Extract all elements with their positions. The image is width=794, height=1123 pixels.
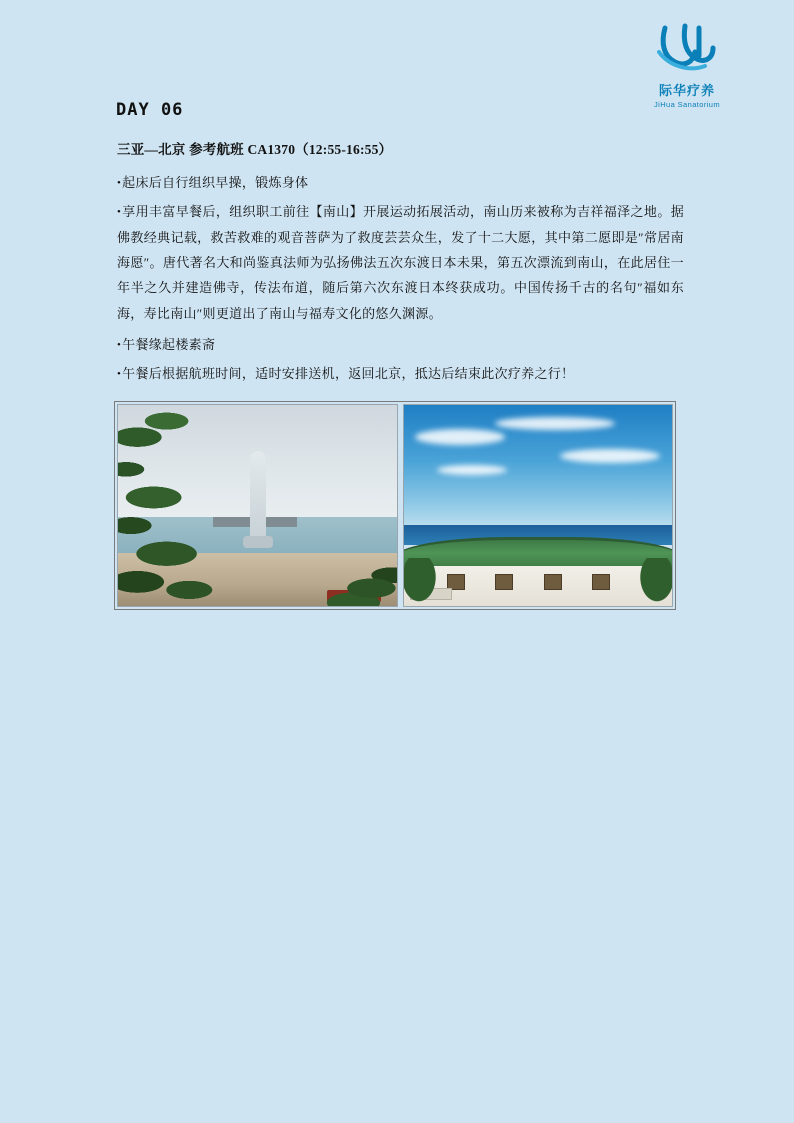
route-and-flight-line: 三亚—北京 参考航班 CA1370（12:55-16:55） — [117, 142, 393, 157]
itinerary-bullet-1 — [117, 170, 684, 195]
nanshan-guanyin-statue-photo — [117, 404, 398, 607]
itinerary-bullet-1-text: 起床后自行组织早操，锻炼身体 — [122, 175, 309, 190]
bullet-marker-icon: • — [117, 206, 122, 219]
document-content — [114, 100, 684, 610]
itinerary-bullet-4 — [117, 361, 684, 386]
itinerary-bullet-4-text: 午餐后根据航班时间，适时安排送机，返回北京，抵达后结束此次疗养之行！ — [122, 366, 575, 382]
photo-cloud — [415, 429, 505, 445]
photo-cloud — [437, 465, 507, 475]
itinerary-bullet-2-text: 享用丰富早餐后，组织职工前往【南山】开展运动拓展活动，南山历来被称为吉祥福泽之地。据佛教经典记载，救苦救难的观音菩萨为了救度芸芸众生，发了十二大愿，其中第二愿即是″常居南海愿″。唐代著名大和尚鉴真法师为弘扬佛法五次东渡日本未果，第五次漂流到南山，在此居住一年半之久并建造佛寺，传法布道，随后第六次东渡日本终获成功。中国传扬千古的名句″福如东海，寿比南山″则更道出了南山与福寿文化的悠久渊源。 — [117, 204, 684, 321]
bullet-marker-icon: • — [117, 339, 122, 352]
photo-tree — [403, 558, 439, 606]
itinerary-bullet-3 — [117, 332, 684, 357]
green-tile-roof-temple-photo — [403, 404, 673, 607]
itinerary-bullet-3-text: 午餐缘起楼素斋 — [122, 337, 216, 353]
brand-logo — [632, 22, 742, 109]
photo-window — [592, 574, 610, 590]
photo-cloud — [560, 449, 660, 463]
itinerary-bullet-2 — [117, 199, 684, 326]
bullet-marker-icon: • — [117, 177, 122, 189]
day-title: DAY 06 — [116, 100, 184, 120]
photo-foreground-leaves-right — [269, 525, 398, 605]
photo-foreground-leaves — [118, 405, 280, 606]
photo-window — [495, 574, 513, 590]
photo-cloud — [495, 417, 615, 430]
logo-english-name: JiHua Sanatorium — [653, 100, 720, 109]
bullet-marker-icon: • — [117, 368, 122, 381]
photo-row — [114, 401, 676, 610]
photo-window — [544, 574, 562, 590]
photo-tree — [637, 558, 673, 606]
logo-chinese-name: 际华疗养 — [658, 83, 715, 98]
jihua-monogram-icon — [655, 22, 719, 78]
